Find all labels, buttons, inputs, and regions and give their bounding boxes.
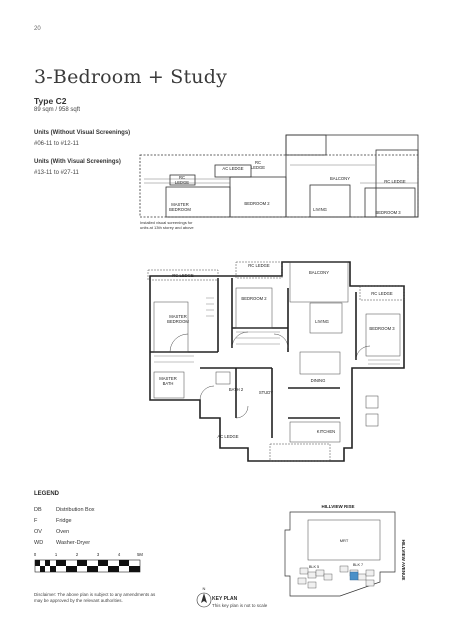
- elev-label-living: LIVING: [313, 207, 327, 212]
- plan-living: LIVING: [315, 319, 329, 324]
- elev-label-rc-ledge: RC LEDGE: [384, 179, 406, 184]
- floor-plan: [140, 248, 420, 473]
- elev-label-balcony: BALCONY: [329, 176, 351, 181]
- legend-item: [34, 518, 72, 524]
- disclaimer: Disclaimer: The above plan is subject to any amendments as may be approved by the relevant authorities.: [34, 592, 156, 603]
- plan-bath2: BATH 2: [228, 387, 244, 392]
- plan-kitchen: KITCHEN: [316, 429, 336, 434]
- units-with-value: #13-11 to #27-11: [34, 170, 79, 176]
- legend-code: WD: [34, 540, 44, 546]
- elev-label-ledge-2: LEDGE: [250, 165, 266, 170]
- key-plan-note: This key plan is not to scale: [212, 603, 268, 608]
- scale-tick-2: 2: [75, 552, 79, 557]
- legend-item: [34, 529, 69, 535]
- key-plan-blk5: BLK 5: [308, 565, 320, 569]
- unit-type: Type C2: [34, 96, 67, 106]
- scale-tick-5: 5M: [137, 552, 143, 557]
- key-plan-road-right: HILLVIEW AVENUE: [401, 539, 406, 581]
- plan-rc-ledge-3: RC LEDGE: [371, 291, 393, 296]
- page-title: 3-Bedroom + Study: [34, 66, 228, 88]
- key-plan-blk7: BLK 7: [352, 563, 364, 567]
- legend-label: Distribution Box: [56, 507, 95, 513]
- plan-bedroom-1: BEDROOM: [167, 319, 189, 324]
- elev-note-2: units at 13th storey and above: [140, 225, 194, 230]
- legend-label: Washer-Dryer: [56, 540, 91, 546]
- elevation-drawing: [130, 125, 420, 235]
- legend-item: [34, 540, 90, 546]
- legend-heading: LEGEND: [34, 491, 60, 497]
- legend-label: Oven: [56, 529, 70, 535]
- unit-area: 89 sqm / 958 sqft: [34, 107, 81, 113]
- elev-label-rc: RC: [178, 175, 186, 180]
- plan-rc-ledge-2: RC LEDGE: [248, 263, 270, 268]
- elev-label-ac-ledge: AC LEDGE: [222, 166, 244, 171]
- elev-label-bedroom: BEDROOM: [169, 207, 191, 212]
- legend-item: [34, 507, 95, 513]
- plan-master-2: MASTER: [159, 376, 177, 381]
- scale-tick-4: 4: [117, 552, 121, 557]
- plan-study: STUDY: [258, 390, 274, 395]
- legend-code: DB: [34, 507, 42, 513]
- units-without-value: #06-11 to #12-11: [34, 141, 79, 147]
- north-pointer-icon: [201, 593, 207, 603]
- plan-master-1: MASTER: [169, 314, 187, 319]
- legend-label: Fridge: [56, 518, 72, 524]
- elev-label-bedroom2: BEDROOM 2: [244, 201, 270, 206]
- scale-tick-3: 3: [96, 552, 100, 557]
- key-plan-mrt: MRT: [339, 538, 349, 543]
- legend-code: OV: [34, 529, 42, 535]
- north-label: N: [202, 586, 206, 591]
- plan-bedroom3: BEDROOM 3: [369, 326, 395, 331]
- plan-ac-ledge: AC LEDGE: [217, 434, 239, 439]
- units-without-heading: Units (Without Visual Screenings): [34, 130, 131, 136]
- elev-label-ledge: LEDGE: [174, 180, 190, 185]
- page-number: 20: [34, 26, 41, 32]
- key-plan-title: KEY PLAN: [212, 596, 238, 602]
- plan-dining: DINING: [310, 378, 326, 383]
- plan-bath: BATH: [162, 381, 174, 386]
- scale-tick-0: 0: [33, 552, 37, 557]
- key-plan: [190, 500, 430, 620]
- elev-label-rc-2: RC: [254, 160, 262, 165]
- plan-balcony: BALCONY: [308, 270, 330, 275]
- legend-code: F: [34, 518, 38, 524]
- units-with-heading: Units (With Visual Screenings): [34, 159, 121, 165]
- elev-label-bedroom3: BEDROOM 3: [375, 210, 401, 215]
- elev-note-1: Installed visual screenings for: [140, 220, 193, 225]
- elev-label-master: MASTER: [171, 202, 189, 207]
- key-plan-road-top: HILLVIEW RISE: [321, 504, 355, 509]
- plan-bedroom2: BEDROOM 2: [241, 296, 267, 301]
- scale-bar: [30, 550, 150, 580]
- scale-tick-1: 1: [54, 552, 58, 557]
- plan-rc-ledge-1: RC LEDGE: [172, 273, 194, 278]
